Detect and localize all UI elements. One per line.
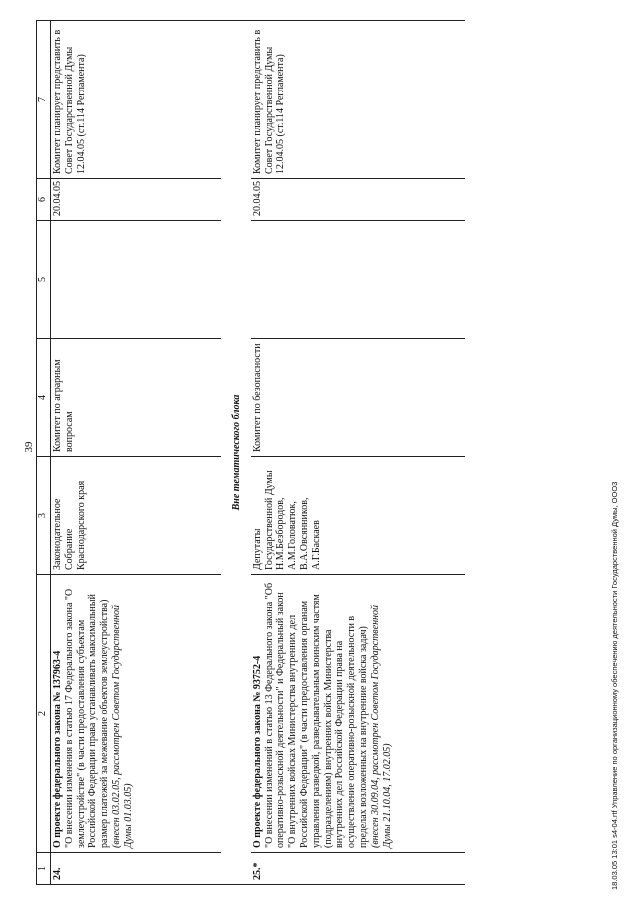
page-number: 39 bbox=[23, 441, 35, 453]
col5-cell bbox=[251, 221, 465, 339]
date-cell: 20.04.05 bbox=[251, 179, 465, 221]
bill-title: О проекте федерального закона № 93752-4 bbox=[251, 655, 263, 848]
header-cell: 3 bbox=[37, 457, 51, 575]
table-row bbox=[51, 21, 222, 885]
bill-note: (внесен 03.02.05, рассмотрен Советом Государственной Думы 01.03.05) bbox=[110, 604, 134, 848]
section-heading: Вне тематического блока bbox=[221, 21, 251, 885]
section-row bbox=[221, 21, 251, 885]
initiator-cell: Законодательное Собрание Краснодарского края bbox=[51, 457, 222, 575]
row-number: 25.* bbox=[251, 862, 263, 880]
bill-description: "О внесении изменений в статью 13 Федерального закона "Об оперативно-розыскной деятельности" и Федеральный закон "О внутренних войсках Министерства внутренних дел Российской Федерации" (в части предоставления органам управления разведкой, разведывательным воинским частям (подразделениям) внутренних войск Министерства внутренних дел Российской Федерации права на осуществление оперативно-розыскной деятельности в пределах возложенных на внутренние войска задач) bbox=[263, 582, 369, 848]
header-cell: 5 bbox=[37, 221, 51, 339]
header-cell: 2 bbox=[37, 575, 51, 853]
committee-cell: Комитет по безопасности bbox=[251, 339, 465, 457]
header-cell: 4 bbox=[37, 339, 51, 457]
row-number: 24. bbox=[52, 867, 63, 880]
header-cell: 1 bbox=[37, 853, 51, 885]
col5-cell bbox=[51, 221, 222, 339]
remark-cell: Комитет планирует представить в Совет Государственной Думы 12.04.05 (ст.114 Регламента) bbox=[251, 21, 465, 179]
header-cell: 6 bbox=[37, 179, 51, 221]
bill-note: (внесен 30.09.04, рассмотрен Советом Государственной Думы 21.10.04, 17.02.05) bbox=[369, 604, 393, 848]
header-cell: 7 bbox=[37, 21, 51, 179]
bill-title: О проекте федерального закона № 137963-4 bbox=[52, 650, 63, 848]
committee-cell: Комитет по аграрным вопросам bbox=[51, 339, 222, 457]
table-row bbox=[251, 21, 465, 885]
document-footer: 18.03.05 13:01 s4-04.rtf Управление по организационному обеспечению деятельности Государственной Думы, ООО3 bbox=[610, 481, 619, 890]
bill-description: "О внесении изменения в статью 17 Федерального закона "О землеустройстве" (в части предоставления субъектам Российской Федерации права устанавливать максимальный размер платежей за межевание объектов землеустройства) bbox=[63, 588, 111, 848]
date-cell: 20.04.05 bbox=[51, 179, 222, 221]
table-header-row bbox=[37, 21, 51, 885]
bills-table bbox=[36, 20, 465, 885]
initiator-cell: Депутаты Государственной Думы Н.М.Безбородов, А.М.Головатюк, В.А.Овсянников, А.Г.Баскаев bbox=[251, 457, 465, 575]
remark-cell: Комитет планирует представить в Совет Государственной Думы 12.04.05 (ст.114 Регламента) bbox=[51, 21, 222, 179]
